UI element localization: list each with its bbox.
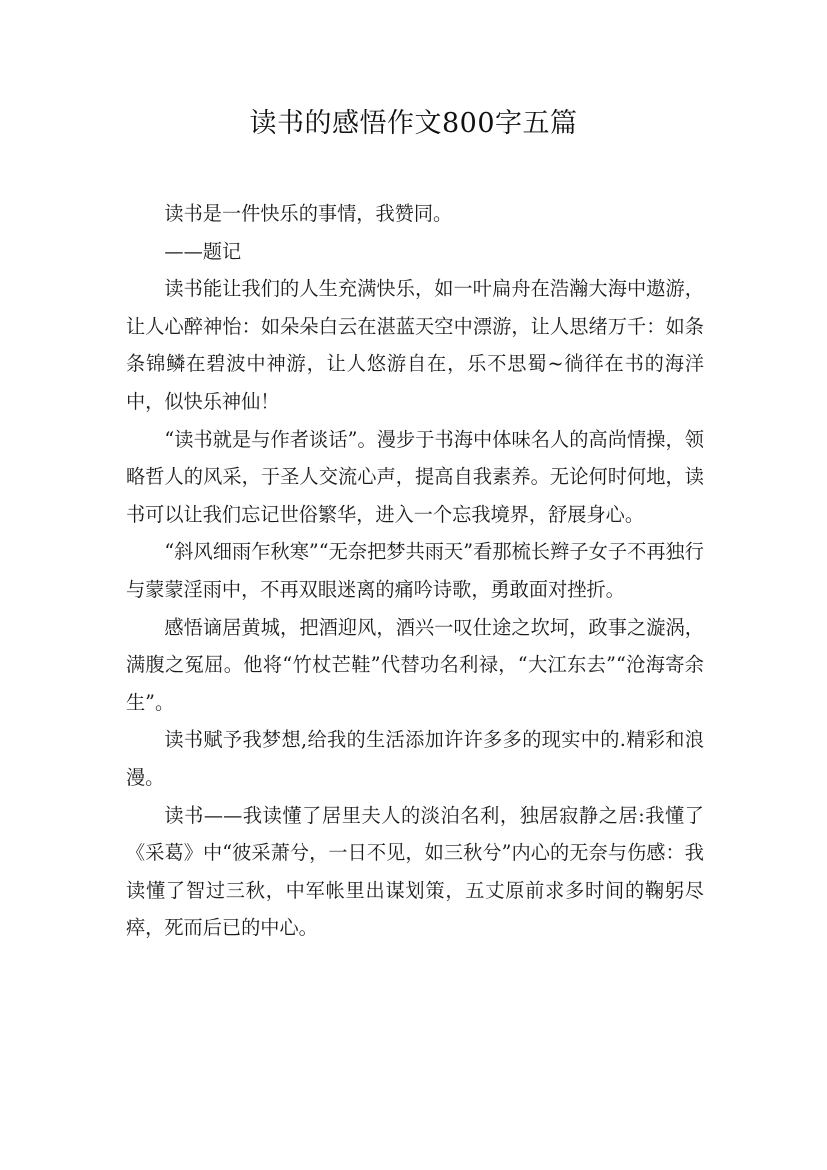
document-title: 读书的感悟作文800字五篇 <box>249 108 578 139</box>
paragraph: “斜风细雨乍秋寒”“无奈把梦共雨天”看那梳长辫子女子不再独行与蒙蒙淫雨中，不再双眼迷离的痛吟诗歌，勇敢面对挫折。 <box>126 540 704 601</box>
paragraph: 读书赋予我梦想,给我的生活添加许许多多的现实中的.精彩和浪漫。 <box>126 728 704 789</box>
paragraph: 读书——我读懂了居里夫人的淡泊名利，独居寂静之居:我懂了《采葛》中“彼采萧兮，一日不见，如三秋兮”内心的无奈与伤感：我读懂了智过三秋，中军帐里出谋划策，五丈原前求多时间的鞠躬尽瘁，死而后已的中心。 <box>126 803 704 940</box>
paragraph: 读书能让我们的人生充满快乐，如一叶扁舟在浩瀚大海中遨游，让人心醉神怡：如朵朵白云在湛蓝天空中漂游，让人思绪万千：如条条锦鳞在碧波中神游，让人悠游自在，乐不思蜀~徜徉在书的海洋中，似快乐神仙！ <box>126 277 704 413</box>
paragraph: “读书就是与作者谈话”。漫步于书海中体味名人的高尚情操，领略哲人的风采，于圣人交流心声，提高自我素养。无论何时何地，读书可以让我们忘记世俗繁华，进入一个忘我境界，舒展身心。 <box>126 427 704 526</box>
paragraph: 感悟谪居黄城，把酒迎风，酒兴一叹仕途之坎坷，政事之漩涡，满腹之冤屈。他将“竹杖芒鞋”代替功名利禄，“大江东去”“沧海寄余生”。 <box>126 615 704 714</box>
document-body <box>126 195 704 947</box>
paragraph: ——题记 <box>164 239 242 263</box>
paragraph: 读书是一件快乐的事情，我赞同。 <box>164 202 453 225</box>
